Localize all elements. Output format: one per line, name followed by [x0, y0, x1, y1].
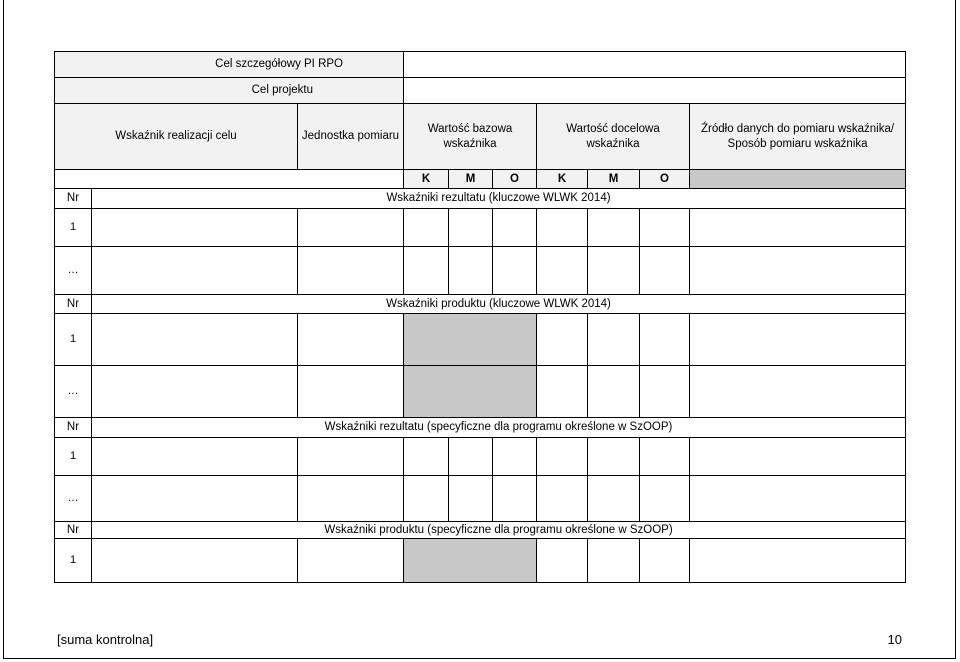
cell[interactable]: [588, 247, 640, 295]
cell[interactable]: [690, 209, 906, 247]
section-1-row-1-nr: 1: [55, 209, 92, 247]
cell[interactable]: [449, 476, 493, 522]
section-1-title: Wskaźniki rezultatu (kluczowe WLWK 2014): [92, 189, 906, 209]
cell[interactable]: [537, 209, 588, 247]
cell[interactable]: [537, 366, 588, 418]
shaded-cell: [404, 314, 537, 366]
kmo-o-docelowa: O: [640, 170, 690, 190]
cell[interactable]: [404, 247, 449, 295]
cell[interactable]: [588, 209, 640, 247]
cell[interactable]: [588, 476, 640, 522]
shaded-cell: [404, 539, 537, 583]
cell[interactable]: [92, 366, 298, 418]
cell[interactable]: [690, 438, 906, 476]
cell[interactable]: [537, 438, 588, 476]
section-1-row-2-nr: …: [55, 247, 92, 295]
cell[interactable]: [298, 314, 404, 366]
cell[interactable]: [298, 209, 404, 247]
cell[interactable]: [92, 209, 298, 247]
section-4-title: Wskaźniki produktu (specyficzne dla programu określone w SzOOP): [92, 522, 906, 539]
wartosc-docelowa-header: Wartość docelowa wskaźnika: [537, 104, 690, 170]
cell[interactable]: [404, 476, 449, 522]
cell[interactable]: [404, 438, 449, 476]
cel-szczegolowy-label: Cel szczegółowy PI RPO: [55, 52, 404, 78]
section-2-nr: Nr: [55, 295, 92, 314]
cell[interactable]: [537, 539, 588, 583]
wskaznik-realizacji-header: Wskaźnik realizacji celu: [55, 104, 298, 170]
cell[interactable]: [92, 539, 298, 583]
kmo-m-docelowa: M: [588, 170, 640, 190]
cell[interactable]: [588, 366, 640, 418]
jednostka-header: Jednostka pomiaru: [298, 104, 404, 170]
section-4-nr: Nr: [55, 522, 92, 539]
section-4-row-1-nr: 1: [55, 539, 92, 583]
cell[interactable]: [449, 438, 493, 476]
cell[interactable]: [537, 314, 588, 366]
cel-projektu-value[interactable]: [404, 78, 906, 104]
cell[interactable]: [640, 247, 690, 295]
cell[interactable]: [690, 539, 906, 583]
cell[interactable]: [588, 314, 640, 366]
kmo-zrodlo-shaded: [690, 170, 906, 190]
cell[interactable]: [298, 366, 404, 418]
indicator-table: [54, 51, 906, 190]
section-1-nr: Nr: [55, 189, 92, 209]
cell[interactable]: [640, 314, 690, 366]
cell[interactable]: [690, 366, 906, 418]
cell[interactable]: [640, 209, 690, 247]
kmo-spacer: [55, 170, 404, 190]
cell[interactable]: [92, 476, 298, 522]
kmo-k-docelowa: K: [537, 170, 588, 190]
section-3-row-1-nr: 1: [55, 438, 92, 476]
section-3-nr: Nr: [55, 418, 92, 438]
cell[interactable]: [493, 209, 537, 247]
cel-szczegolowy-value[interactable]: [404, 52, 906, 78]
cell[interactable]: [537, 247, 588, 295]
cell[interactable]: [92, 314, 298, 366]
cell[interactable]: [588, 438, 640, 476]
cell[interactable]: [690, 247, 906, 295]
section-2-title: Wskaźniki produktu (kluczowe WLWK 2014): [92, 295, 906, 314]
cell[interactable]: [404, 209, 449, 247]
cell[interactable]: [92, 438, 298, 476]
shaded-cell: [404, 366, 537, 418]
cell[interactable]: [690, 314, 906, 366]
page-number: 10: [887, 632, 902, 647]
cell[interactable]: [298, 539, 404, 583]
cell[interactable]: [493, 438, 537, 476]
cell[interactable]: [493, 247, 537, 295]
section-2-row-1-nr: 1: [55, 314, 92, 366]
checksum-label: [suma kontrolna]: [57, 632, 154, 647]
cell[interactable]: [588, 539, 640, 583]
section-3-row-2-nr: …: [55, 476, 92, 522]
cell[interactable]: [449, 209, 493, 247]
cell[interactable]: [640, 539, 690, 583]
zrodlo-header: Źródło danych do pomiaru wskaźnika/ Sposób pomiaru wskaźnika: [690, 104, 906, 170]
cell[interactable]: [298, 247, 404, 295]
cell[interactable]: [92, 247, 298, 295]
cell[interactable]: [690, 476, 906, 522]
kmo-k-bazowa: K: [404, 170, 449, 190]
cell[interactable]: [640, 366, 690, 418]
cell[interactable]: [493, 476, 537, 522]
cell[interactable]: [537, 476, 588, 522]
kmo-m-bazowa: M: [449, 170, 493, 190]
cel-projektu-label: Cel projektu: [55, 78, 404, 104]
kmo-o-bazowa: O: [493, 170, 537, 190]
sections-table: [54, 188, 906, 583]
wartosc-bazowa-header: Wartość bazowa wskaźnika: [404, 104, 537, 170]
cell[interactable]: [640, 438, 690, 476]
cell[interactable]: [640, 476, 690, 522]
cell[interactable]: [449, 247, 493, 295]
cell[interactable]: [298, 476, 404, 522]
cell[interactable]: [298, 438, 404, 476]
section-3-title: Wskaźniki rezultatu (specyficzne dla programu określone w SzOOP): [92, 418, 906, 438]
section-2-row-2-nr: …: [55, 366, 92, 418]
